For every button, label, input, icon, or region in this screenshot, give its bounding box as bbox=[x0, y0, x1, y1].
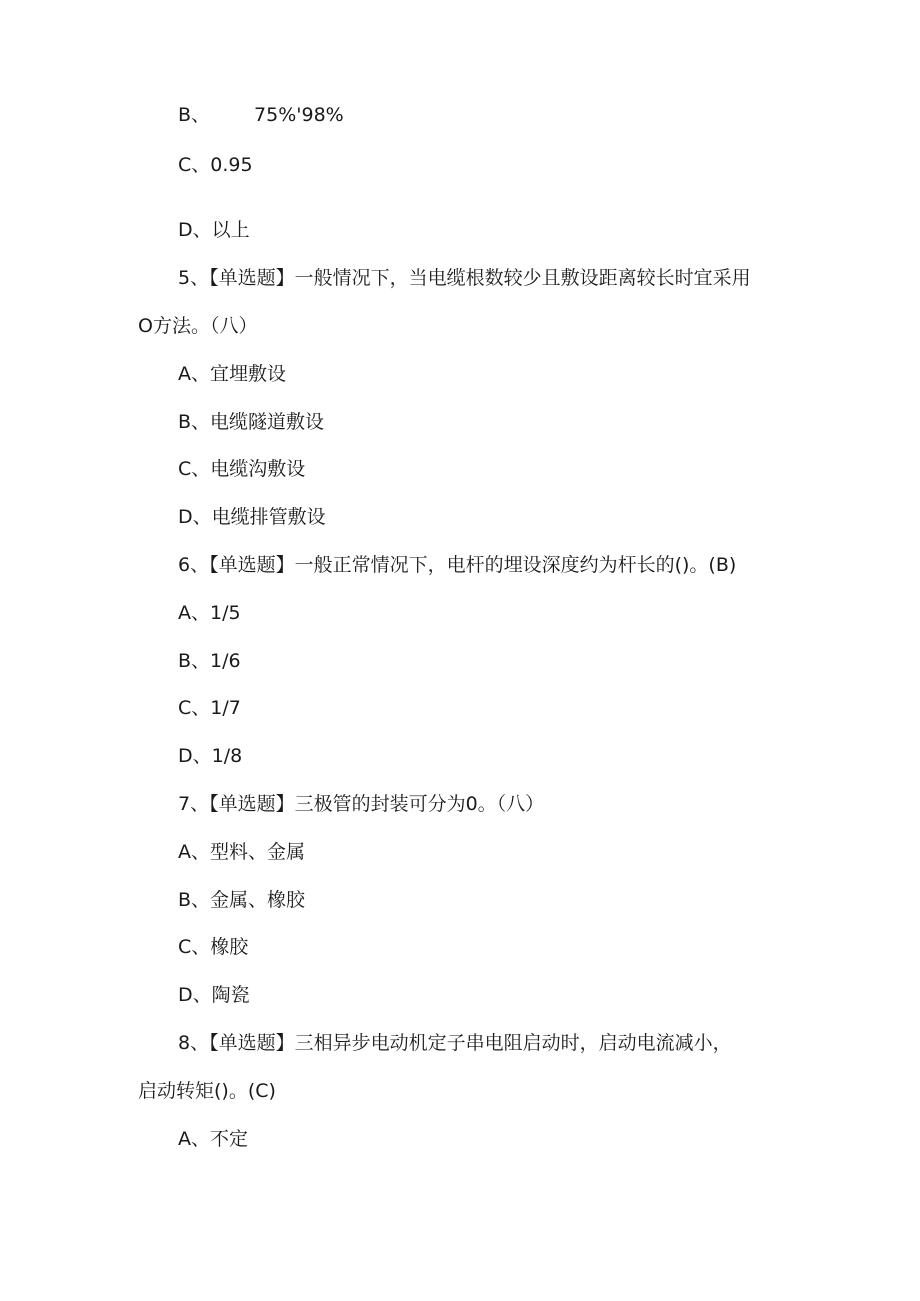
option-line: A、不定 bbox=[178, 1128, 248, 1150]
question-text: 6、【单选题】一般正常情况下，电杆的埋设深度约为杆长的()。(B) bbox=[178, 554, 737, 576]
option-letter: B、 bbox=[178, 104, 211, 126]
option-letter: C、 bbox=[178, 154, 211, 176]
question-text: 5、【单选题】一般情况下，当电缆根数较少且敷设距离较长时宜采用 bbox=[178, 267, 751, 289]
option-letter: D、 bbox=[178, 219, 212, 241]
option-line: A、1/5 bbox=[178, 602, 241, 624]
option-line: C、电缆沟敷设 bbox=[178, 458, 306, 480]
option-line: D、1/8 bbox=[178, 745, 243, 767]
option-line bbox=[178, 102, 344, 128]
option-text: 75%'98% bbox=[254, 104, 344, 126]
option-line: D、陶瓷 bbox=[178, 984, 250, 1006]
option-line: C、1/7 bbox=[178, 697, 241, 719]
option-text: 以上 bbox=[211, 219, 250, 241]
option-line: B、金属、橡胶 bbox=[178, 889, 306, 911]
option-line bbox=[178, 217, 250, 243]
option-line: A、型料、金属 bbox=[178, 841, 305, 863]
question-text-continued: 启动转矩()。(C) bbox=[138, 1080, 276, 1102]
option-line: B、电缆隧道敷设 bbox=[178, 411, 325, 433]
question-text: 8、【单选题】三相异步电动机定子串电阻启动时，启动电流减小， bbox=[178, 1032, 732, 1054]
question-text-continued: O方法。（八） bbox=[138, 315, 258, 337]
option-line: B、1/6 bbox=[178, 650, 241, 672]
option-line: D、电缆排管敷设 bbox=[178, 506, 326, 528]
option-line bbox=[178, 152, 253, 178]
option-line: C、橡胶 bbox=[178, 936, 249, 958]
option-line: A、宜埋敷设 bbox=[178, 363, 286, 385]
question-text: 7、【单选题】三极管的封装可分为0。（八） bbox=[178, 793, 545, 815]
option-text: 0.95 bbox=[210, 154, 253, 176]
